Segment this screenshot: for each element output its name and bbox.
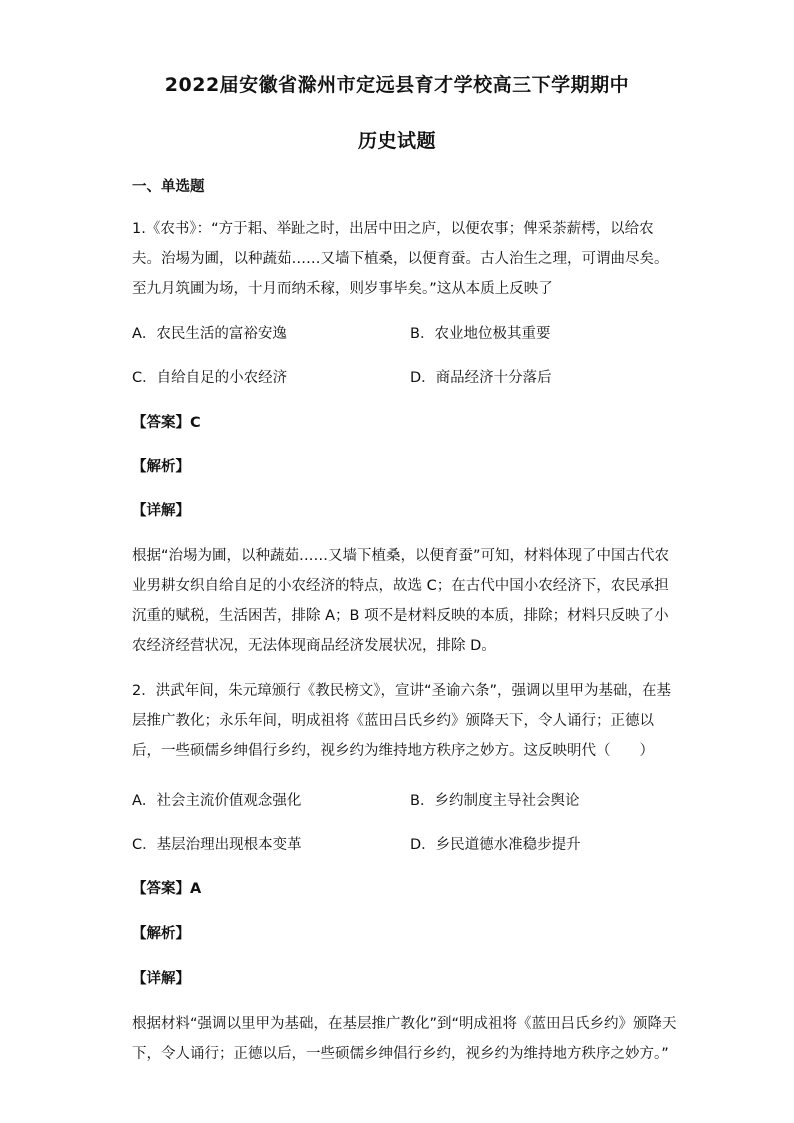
question-1-stem-line: 夫。治埸为圃，以种蔬茹……又墙下植桑，以便育蚕。古人治生之理，可谓曲尽矣。: [132, 251, 669, 267]
question-1-answer: 【答案】C: [132, 415, 201, 431]
question-2-detail-label: 【详解】: [132, 971, 190, 987]
question-1-detail-label: 【详解】: [132, 503, 190, 519]
question-1-analysis-label: 【解析】: [132, 459, 190, 475]
question-2-explanation-line: 下，令人诵行；正德以后，一些硕儒乡绅倡行乡约，视乡约为维持地方秩序之妙方。”: [132, 1046, 669, 1062]
question-2-explanation-line: 根据材料“强调以里甲为基础，在基层推广教化”到“明成祖将《蓝田吕氏乡约》颁降天: [132, 1016, 677, 1032]
question-1-explanation-line: 农经济经营状况，无法体现商品经济发展状况，排除 D。: [132, 638, 496, 654]
question-2-option-a: A．社会主流价值观念强化: [132, 793, 302, 809]
document-subtitle: 历史试题: [357, 130, 436, 152]
question-2-analysis-label: 【解析】: [132, 926, 190, 942]
question-1-explanation-line: 业男耕女织自给自足的小农经济的特点，故选 C；在古代中国小农经济下，农民承担: [132, 578, 669, 594]
question-1-option-d: D．商品经济十分落后: [410, 370, 552, 386]
question-1-explanation-line: 根据“治埸为圃，以种蔬茹……又墙下植桑，以便育蚕”可知，材料体现了中国古代农: [132, 548, 670, 564]
question-1-option-a: A．农民生活的富裕安逸: [132, 326, 287, 342]
question-2-option-d: D．乡民道德水准稳步提升: [410, 837, 581, 853]
question-2-answer: 【答案】A: [132, 881, 202, 897]
question-1-stem-line: 1.《农书》：“方于耜、举趾之时，出居中田之庐，以便农事；俾采荼薪樗，以给农: [132, 221, 654, 237]
question-2-stem-line: 后，一些硕儒乡绅倡行乡约，视乡约为维持地方秩序之妙方。这反映明代（ ）: [132, 743, 654, 759]
section-heading: 一、单选题: [132, 179, 205, 195]
question-1-option-c: C．自给自足的小农经济: [132, 370, 288, 386]
question-1-explanation-line: 沉重的赋税，生活困苦，排除 A；B 项不是材料反映的本质，排除；材料只反映了小: [132, 608, 669, 624]
question-2-stem-line: 2．洪武年间，朱元璋颁行《教民榜文》，宣讲“圣谕六条”，强调以里甲为基础，在基: [132, 683, 671, 699]
question-2-option-b: B．乡约制度主导社会舆论: [410, 793, 580, 809]
question-1-stem-line: 至九月筑圃为场，十月而纳禾稼，则岁事毕矣。”这从本质上反映了: [132, 281, 553, 297]
document-title: 2022届安徽省滁州市定远县育才学校高三下学期期中: [164, 74, 630, 96]
question-2-stem-line: 层推广教化；永乐年间，明成祖将《蓝田吕氏乡约》颁降天下，令人诵行；正德以: [132, 713, 654, 729]
question-2-option-c: C．基层治理出现根本变革: [132, 837, 302, 853]
question-1-option-b: B．农业地位极其重要: [410, 326, 551, 342]
